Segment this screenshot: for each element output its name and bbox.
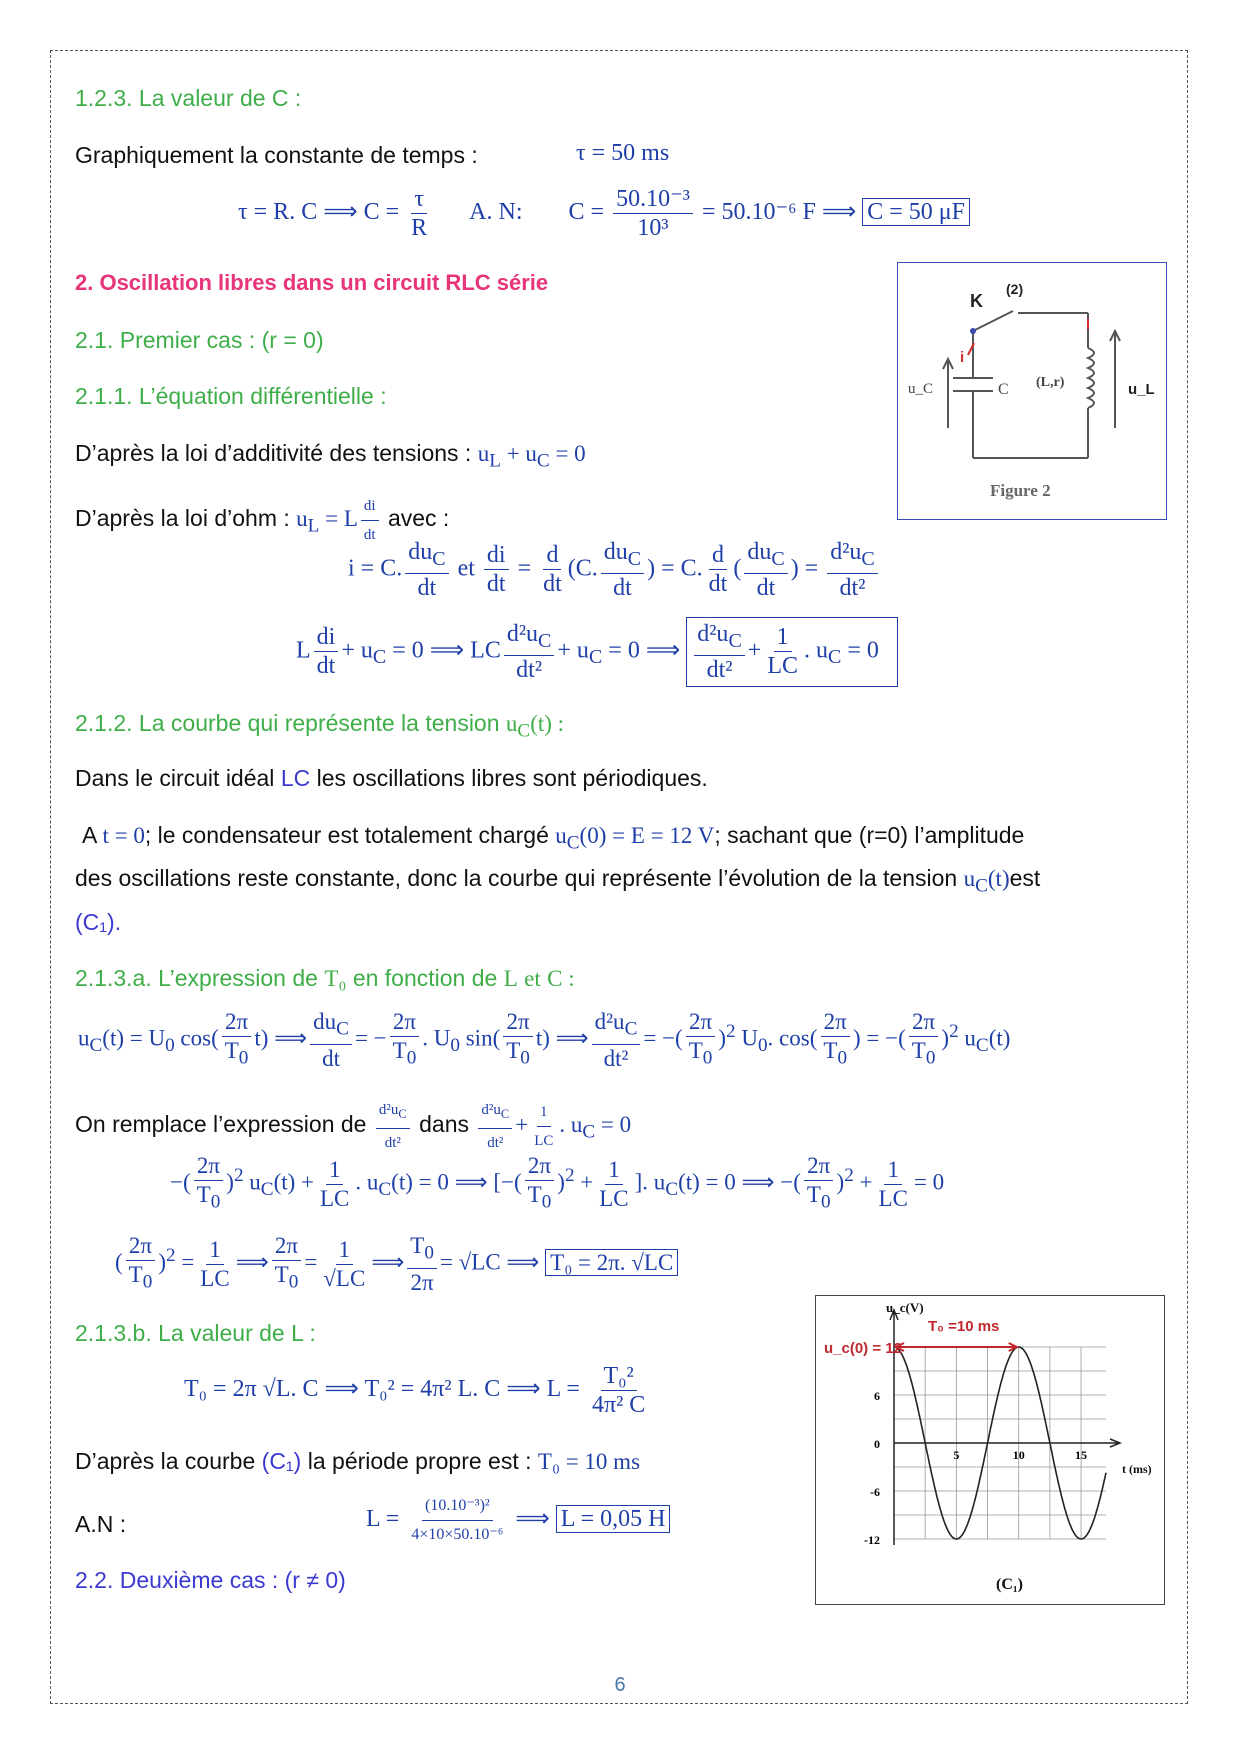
lr-label: (L,r) <box>1036 375 1065 390</box>
chart-ylabel: u_c(V) <box>886 1300 924 1315</box>
period-line: D’après la courbe (C₁) la période propre est : T₀ = 10 ms <box>75 1448 641 1474</box>
t0-boxed: T₀ = 2π. √LC <box>545 1249 678 1276</box>
paragraph-lc: Dans le circuit idéal LC les oscillations libres sont périodiques. <box>75 765 708 791</box>
chart-t0-annotation: T₀ =10 ms <box>928 1318 1000 1335</box>
x-tick-label: 5 <box>953 1448 960 1462</box>
section-213b-title: 2.1.3.b. La valeur de L : <box>75 1320 316 1346</box>
x-tick-label: 10 <box>1012 1448 1025 1462</box>
chart-xlabel: t (ms) <box>1122 1462 1152 1476</box>
c-boxed: C = 50 μF <box>862 198 970 226</box>
t0-derivation: ( $\frac{2\pi}{T_0}$ )$^2$ = $\frac{1}{LC}$ ⟹ $\frac{2\pi}{T_0}$ = $\frac{1}{√LC}$ ⟹ $\frac{T_0}{2\pi}$ = √LC ⟹ T₀ = 2π. √LC <box>115 1232 678 1297</box>
tau-value: τ = 50 ms <box>576 140 670 166</box>
chart-caption: (C₁) <box>996 1576 1024 1593</box>
uc-derivatives: $u_C(t) = U_0$ cos( $\frac{2\pi}{T_0}$ t) ⟹ $\frac{du_C}{dt}$ = − $\frac{2\pi}{T_0}$ . $U_0$ sin( $\frac{2\pi}{T_0}$ t) ⟹ $\frac{d^2u_C}{\text{dt²}}$ = −( $\frac{2\pi}{T_0}$ )$^2$ $U_0$. cos( $\frac{2\pi}{T_0}$ ) = −( $\frac{2\pi}{T_0}$ )$^2$ $u_C(t)$ <box>78 1009 1011 1071</box>
tau-eq: τ = R. C ⟹ C = <box>238 199 400 226</box>
substitution-equation: −( $\frac{2\pi}{T_0}$ )$^2$ $u_C(t)$ + $\frac{1}{LC}$ . $u_C(t) = 0$ ⟹ [−( $\frac{2\pi}{T_0}$ )$^2$ + $\frac{1}{LC}$ ]. $u_C(t) = 0$ ⟹ −( $\frac{2\pi}{T_0}$ )$^2$ + $\frac{1}{LC}$ = 0 <box>170 1153 945 1213</box>
paragraph-t0: A t = 0; le condensateur est totalement chargé $u_C(0) = E = 12$ V; sachant que (r=0) l’amplitude <box>82 822 1025 854</box>
additivity-line: D’après la loi d’additivité des tensions : $u_L + u_C = 0$ <box>75 440 586 472</box>
current-derivation: i = C. $\frac{du_C}{dt}$ et $\frac{di}{dt}$ = $\frac{d}{dt}$ (C. $\frac{du_C}{dt}$ ) = C. $\frac{d}{dt}$ ( $\frac{du_C}{dt}$ ) = $\frac{d^2u_C}{\text{dt²}}$ <box>348 538 881 602</box>
current-i-label: i <box>960 349 965 366</box>
section-212-title: 2.1.2. La courbe qui représente la tension $u_C(t)$ : <box>75 710 565 742</box>
y-tick-label: -12 <box>864 1533 880 1547</box>
x-tick-label: 15 <box>1075 1448 1088 1462</box>
ul-label: u_L <box>1128 381 1155 398</box>
c-num: 50.10⁻³ <box>613 185 693 214</box>
y-tick-label: 0 <box>874 1437 880 1451</box>
paragraph-c1: (C₁). <box>75 909 122 935</box>
section-21-title: 2.1. Premier cas : (r = 0) <box>75 327 324 353</box>
figure-2-circuit <box>897 262 1167 520</box>
y-tick-label: 6 <box>874 1389 880 1403</box>
replace-line: On remplace l’expression de $\frac{d^2u_C}{\text{dt²}}$ dans $\frac{d^2u_C}{\text{dt²}}$ + $\frac{1}{LC}$ . $u_C = 0$ <box>75 1096 631 1157</box>
uc-label: u_C <box>908 381 934 397</box>
c-label: C <box>998 381 1009 398</box>
c-eq: C = <box>568 199 605 226</box>
c-den: 10³ <box>637 215 669 241</box>
equation-c: τ = R. C ⟹ C = $\frac{\tau}{R}$ A. N: C = $\frac{\text{50.10⁻³}}{\text{10³}}$ = 50.10⁻⁶ F ⟹ C = 50 μF <box>238 185 970 242</box>
section-123-title: 1.2.3. La valeur de C : <box>75 85 302 111</box>
figure-2-caption: Figure 2 <box>990 481 1051 500</box>
section-213a-title: 2.1.3.a. L’expression de T₀ en fonction de L et C : <box>75 965 575 991</box>
page-number: 6 <box>614 1674 626 1696</box>
graph-c1 <box>815 1295 1165 1605</box>
diff-equation: L $\frac{di}{dt}$ + $u_C = 0$ ⟹ LC $\frac{d^2u_C}{\text{dt²}}$ + $u_C = 0$ ⟹ $\frac{d^2u_C}{\text{dt²}}$ + $\frac{1}{LC}$ . $u_C = 0$ <box>296 617 898 687</box>
y-tick-label: -6 <box>870 1485 880 1499</box>
an-label: A. N: <box>469 199 523 226</box>
section-22-title: 2.2. Deuxième cas : (r ≠ 0) <box>75 1567 346 1593</box>
l-boxed: L = 0,05 H <box>556 1505 671 1533</box>
section-211-title: 2.1.1. L’équation différentielle : <box>75 383 387 409</box>
section-2-title: 2. Oscillation libres dans un circuit RLC série <box>75 270 549 295</box>
l-equation: T₀ = 2π √L. C ⟹ T₀² = 4π² L. C ⟹ L = $\frac{\text{T₀²}}{\text{4π² C}}$ <box>184 1363 646 1418</box>
an-label-l: A.N : <box>75 1511 127 1537</box>
l-application: L = $\frac{\text{(10.10⁻³)²}}{\text{4×10×50.10⁻⁶}}$ ⟹ L = 0,05 H <box>366 1492 670 1549</box>
c-result: = 50.10⁻⁶ F ⟹ <box>701 199 857 226</box>
graph-text: Graphiquement la constante de temps : <box>75 142 478 168</box>
paragraph-amplitude: des oscillations reste constante, donc la courbe qui représente l’évolution de la tension $u_C(t)est$ <box>75 865 1041 897</box>
chart-uc0-annotation: u_c(0) = 12 <box>824 1340 902 1357</box>
ohm-line: D’après la loi d’ohm : $u_L = L$ $\frac{di}{dt}$ avec : <box>75 492 449 549</box>
switch-pos2-label: (2) <box>1006 281 1024 297</box>
switch-k-label: K <box>970 291 983 311</box>
